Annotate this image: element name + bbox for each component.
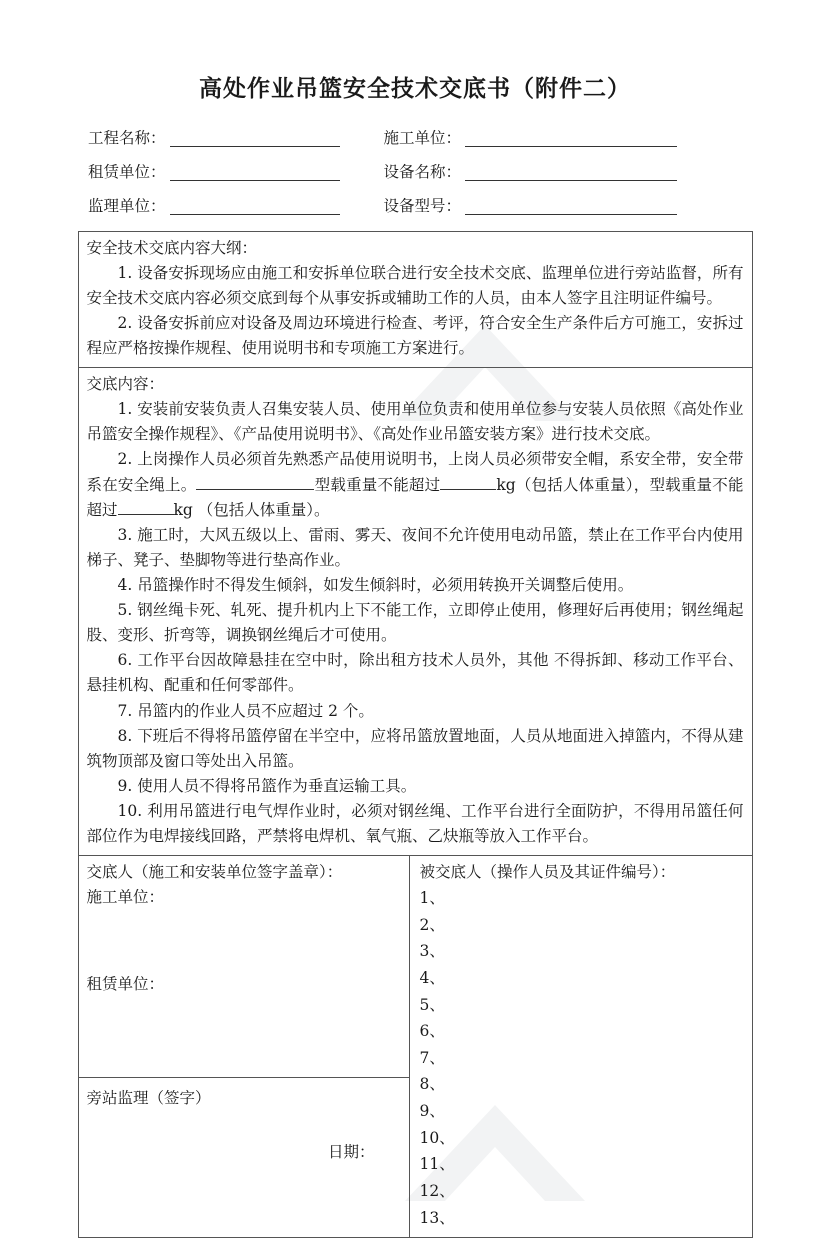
- field-supervision-unit: [88, 197, 340, 215]
- field-label: 工程名称：: [88, 128, 166, 147]
- lease-unit-input[interactable]: [170, 163, 340, 181]
- content-item-2-part1: 2. 上岗操作人员必须首先熟悉产品使用说明书，上岗人员必须带安全帽，系安全带，安全带系在安全绳上。: [86, 450, 744, 494]
- outline-heading: 安全技术交底内容大纲：: [86, 238, 258, 257]
- content-item-10: 10. 利用吊篮进行电气焊作业时，必须对钢丝绳、工作平台进行全面防护，不得用吊篮任何部位作为电焊接线回路，严禁将电焊机、氧气瓶、乙炔瓶等放入工作平台。: [86, 802, 744, 846]
- content-item-7: 7. 吊篮内的作业人员不应超过 2 个。: [117, 701, 374, 720]
- list-item[interactable]: 10、: [419, 1128, 455, 1147]
- content-item-9: 9. 使用人员不得将吊篮作为垂直运输工具。: [117, 776, 417, 795]
- content-item-5: 5. 钢丝绳卡死、轧死、提升机内上下不能工作，立即停止使用，修理好后再使用；钢丝绳起股、变形、折弯等，调换钢丝绳后才可使用。: [86, 601, 744, 645]
- construction-unit-input[interactable]: [465, 129, 677, 147]
- field-label: 设备型号：: [383, 196, 462, 215]
- content-item-2-part3: kg（包括人体重量），型载重量不能超过: [86, 475, 744, 519]
- discloser-construction-unit-label[interactable]: 施工单位：: [86, 888, 165, 907]
- list-item[interactable]: 9、: [419, 1102, 445, 1121]
- supervisor-label[interactable]: 旁站监理（签字）: [86, 1089, 211, 1108]
- content-item-2: [87, 447, 744, 522]
- list-item[interactable]: 5、: [419, 995, 445, 1014]
- list-item[interactable]: 3、: [419, 942, 445, 961]
- supervisor-signature-cell: [79, 1078, 409, 1168]
- outline-item-2: 2. 设备安拆前应对设备及周边环境进行检查、考评，符合安全生产条件后方可施工，安拆过程应严格按操作规程、使用说明书和专项施工方案进行。: [86, 313, 744, 358]
- content-item-4: 4. 吊篮操作时不得发生倾斜，如发生倾斜时，必须用转换开关调整后使用。: [117, 576, 634, 595]
- content-heading: 交底内容：: [86, 375, 165, 394]
- equipment-name-input[interactable]: [465, 163, 677, 181]
- model-type-blank-1[interactable]: [196, 474, 314, 490]
- content-item-8: 8. 下班后不得将吊篮停留在半空中，应将吊篮放置地面，人员从地面进入掉篮内，不得从建筑物顶部及窗口等处出入吊篮。: [86, 726, 744, 770]
- list-item[interactable]: 1、: [419, 889, 445, 908]
- signature-discloser-cell: [79, 856, 409, 1078]
- field-equipment-name: [384, 163, 678, 181]
- receiver-title: 被交底人（操作人员及其证件编号）：: [419, 863, 676, 882]
- receiver-number-list: [420, 885, 744, 1231]
- content-item-2-part4: kg （包括人体重量）。: [173, 500, 330, 519]
- outline-item-1: 1. 设备安拆现场应由施工和安拆单位联合进行安全技术交底、监理单位进行旁站监督，所有安全技术交底内容必须交底到每个从事安拆或辅助工作的人员，由本人签字且注明证件编号。: [86, 263, 744, 307]
- discloser-title: 交底人（施工和安装单位签字盖章）：: [86, 863, 343, 882]
- field-equipment-model: [384, 197, 678, 215]
- signature-left-column: [79, 856, 410, 1237]
- main-content-table: [78, 231, 753, 1238]
- list-item[interactable]: 8、: [419, 1075, 445, 1094]
- list-item[interactable]: 13、: [419, 1208, 455, 1227]
- field-lease-unit: [88, 163, 340, 181]
- field-label: 租赁单位：: [88, 162, 166, 181]
- load-weight-blank-2[interactable]: [118, 499, 174, 515]
- content-item-1: 1. 安装前安装负责人召集安装人员、使用单位负责和使用单位参与安装人员依照《高处作业吊篮安全操作规程》、《产品使用说明书》、《高处作业吊篮安装方案》进行技术交底。: [86, 400, 744, 444]
- content-item-3: 3. 施工时，大风五级以上、雷雨、雾天、夜间不允许使用电动吊篮，禁止在工作平台内使用梯子、凳子、垫脚物等进行垫高作业。: [86, 525, 744, 569]
- field-row-supervision: [88, 197, 750, 215]
- list-item[interactable]: 6、: [419, 1022, 445, 1041]
- supervision-unit-input[interactable]: [170, 197, 340, 215]
- load-weight-blank-1[interactable]: [440, 474, 496, 490]
- list-item[interactable]: 7、: [419, 1048, 445, 1067]
- section-content: [79, 368, 752, 856]
- discloser-lease-unit-label[interactable]: 租赁单位：: [86, 974, 165, 993]
- field-label: 施工单位：: [383, 128, 462, 147]
- field-label: 设备名称：: [383, 162, 462, 181]
- field-row-project: [88, 129, 750, 147]
- field-construction-unit: [384, 129, 678, 147]
- field-row-lease: [88, 163, 750, 181]
- project-name-input[interactable]: [170, 129, 340, 147]
- equipment-model-input[interactable]: [465, 197, 677, 215]
- list-item[interactable]: 11、: [419, 1155, 455, 1174]
- field-label: 监理单位：: [88, 196, 166, 215]
- content-item-6: 6. 工作平台因故障悬挂在空中时，除出租方技术人员外，其他 不得拆卸、移动工作平台、悬挂机构、配重和任何零部件。: [86, 651, 744, 695]
- page-title: 高处作业吊篮安全技术交底书（附件二）: [199, 75, 631, 102]
- section-signatures: [79, 856, 752, 1237]
- signature-right-column: [410, 856, 752, 1237]
- field-project-name: [88, 129, 340, 147]
- header-fields: [0, 129, 830, 215]
- list-item[interactable]: 2、: [419, 915, 445, 934]
- list-item[interactable]: 4、: [419, 968, 445, 987]
- list-item[interactable]: 12、: [419, 1181, 455, 1200]
- date-label[interactable]: 日期：: [327, 1143, 375, 1162]
- content-item-2-part2: 型载重量不能超过: [314, 475, 441, 494]
- section-outline: [79, 232, 752, 369]
